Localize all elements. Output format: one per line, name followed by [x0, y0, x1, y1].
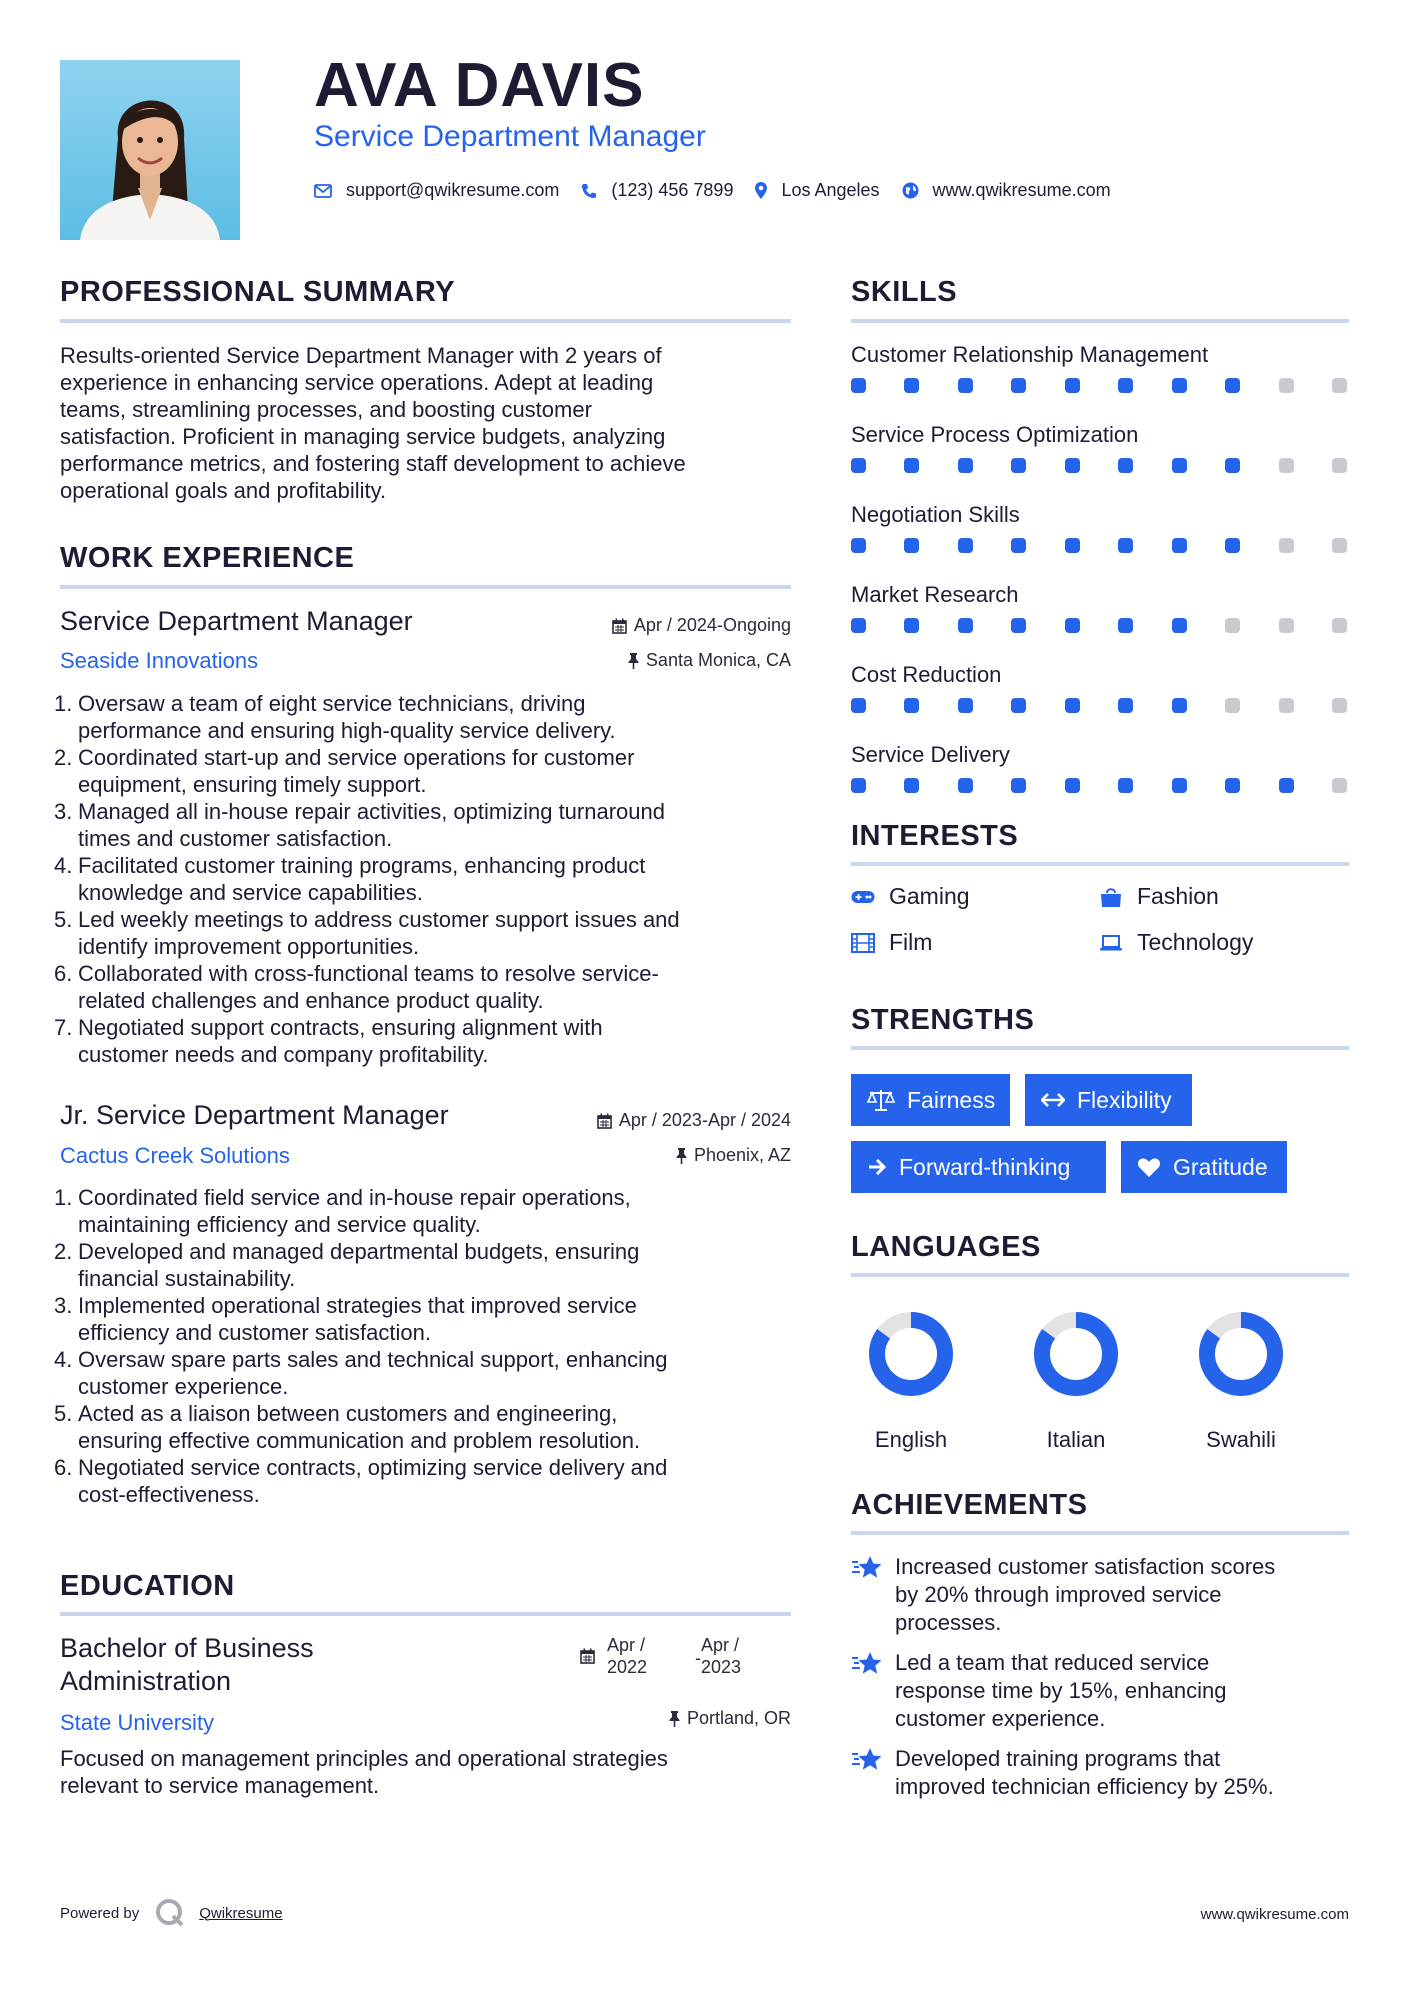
- rating-dot-filled: [1065, 698, 1080, 713]
- rating-dot-filled: [1011, 538, 1026, 553]
- rating-dot-filled: [1065, 618, 1080, 633]
- list-item: 5. Led weekly meetings to address customer support issues and identify improvement opportunities.: [54, 907, 680, 959]
- thumbtack-icon: [676, 1148, 687, 1164]
- strength-tag-forward-thinking: [851, 1141, 1106, 1193]
- interests-divider: [851, 862, 1349, 866]
- strengths-divider: [851, 1046, 1349, 1050]
- rating-dot-empty: [1279, 458, 1294, 473]
- job-duties-list: [54, 690, 800, 1068]
- summary-text: [60, 342, 800, 504]
- summary-line: satisfaction. Proficient in managing service budgets, analyzing: [60, 424, 666, 449]
- job-title: Jr. Service Department Manager: [60, 1100, 449, 1130]
- company-name[interactable]: Cactus Creek Solutions: [60, 1143, 290, 1168]
- education-location: [500, 1708, 791, 1729]
- rating-dot-filled: [1172, 378, 1187, 393]
- achievements-heading: ACHIEVEMENTS: [851, 1489, 1088, 1521]
- rating-dot-filled: [1172, 458, 1187, 473]
- company-name[interactable]: Seaside Innovations: [60, 648, 259, 673]
- language-item: [1016, 1304, 1136, 1453]
- rating-dot-filled: [1011, 778, 1026, 793]
- rating-dot-empty: [1332, 778, 1347, 793]
- rating-dot-empty: [1225, 618, 1240, 633]
- language-name: English: [874, 1427, 948, 1452]
- education-description: Focused on management principles and operational strategies relevant to service management.: [60, 1746, 668, 1798]
- rating-dot-filled: [958, 618, 973, 633]
- skill-name: Service Delivery: [851, 742, 1010, 767]
- strength-tag-fairness: [851, 1074, 1010, 1126]
- job-duties-list: [54, 1184, 800, 1508]
- candidate-name: AVA DAVIS: [314, 51, 645, 120]
- interest-item-technology: [1099, 929, 1253, 956]
- rating-dot-filled: [1011, 618, 1026, 633]
- rating-dot-filled: [1225, 458, 1240, 473]
- summary-divider: [60, 319, 791, 323]
- rating-dot-filled: [904, 618, 919, 633]
- rating-dot-filled: [1118, 538, 1133, 553]
- rating-dot-filled: [1172, 778, 1187, 793]
- list-item: 3. Managed all in-house repair activities, optimizing turnaround times and customer satisfaction.: [54, 799, 665, 851]
- job-location-text: Santa Monica, CA: [645, 650, 791, 670]
- job-location: [500, 1145, 791, 1166]
- achievement-item: Developed training programs that improved technician efficiency by 25%.: [851, 1745, 1349, 1801]
- skill-rating: [851, 538, 1347, 553]
- rating-dot-filled: [851, 378, 866, 393]
- arrow-right-icon: [867, 1158, 887, 1176]
- rating-dot-filled: [904, 698, 919, 713]
- rating-dot-filled: [851, 458, 866, 473]
- list-item: 5. Acted as a liaison between customers and engineering, ensuring effective communication and problem resolution.: [54, 1401, 641, 1453]
- candidate-role: Service Department Manager: [314, 120, 706, 153]
- rating-dot-filled: [958, 538, 973, 553]
- map-marker-icon: [755, 182, 767, 199]
- strengths-heading: STRENGTHS: [851, 1004, 1035, 1036]
- rating-dot-filled: [1225, 378, 1240, 393]
- rating-dot-filled: [1118, 778, 1133, 793]
- summary-line: operational goals and profitability.: [60, 478, 387, 503]
- rating-dot-filled: [1172, 618, 1187, 633]
- rating-dot-filled: [904, 378, 919, 393]
- skill-rating: [851, 378, 1347, 393]
- language-proficiency-donut: [851, 1304, 971, 1404]
- contact-phone[interactable]: (123) 456 7899: [611, 180, 734, 200]
- rating-dot-empty: [1279, 538, 1294, 553]
- language-proficiency-donut: [1181, 1304, 1301, 1404]
- education-location-text: Portland, OR: [686, 1708, 791, 1728]
- language-item: [851, 1304, 971, 1453]
- strength-label: Flexibility: [1077, 1086, 1172, 1113]
- list-item: 1. Coordinated field service and in-house repair operations, maintaining efficiency and service quality.: [54, 1185, 631, 1237]
- laptop-icon: [1099, 934, 1123, 952]
- summary-line: performance metrics, and fostering staff development to achieve: [60, 451, 686, 476]
- rating-dot-empty: [1279, 378, 1294, 393]
- star-icon: [851, 1553, 883, 1637]
- skill-rating: [851, 618, 1347, 633]
- job-date: [500, 615, 791, 636]
- job-title: Service Department Manager: [60, 606, 413, 636]
- interest-item-fashion: [1099, 883, 1219, 910]
- powered-by-label: Powered by: [60, 1904, 140, 1922]
- summary-line: experience in enhancing service operations. Adept at leading: [60, 370, 654, 395]
- skill-name: Cost Reduction: [851, 662, 1002, 687]
- interest-label: Gaming: [889, 883, 970, 909]
- rating-dot-filled: [1011, 378, 1026, 393]
- rating-dot-filled: [958, 378, 973, 393]
- list-item: 2. Developed and managed departmental budgets, ensuring financial sustainability.: [54, 1239, 640, 1291]
- bag-icon: [1099, 886, 1123, 908]
- language-name: Italian: [1046, 1427, 1106, 1452]
- list-item: 4. Oversaw spare parts sales and technical support, enhancing customer experience.: [54, 1347, 668, 1399]
- skill-name: Negotiation Skills: [851, 502, 1020, 527]
- skill-name: Service Process Optimization: [851, 422, 1139, 447]
- rating-dot-filled: [1172, 538, 1187, 553]
- gamepad-icon: [851, 889, 875, 905]
- skill-item: [851, 502, 1349, 553]
- rating-dot-empty: [1332, 378, 1347, 393]
- rating-dot-filled: [851, 618, 866, 633]
- rating-dot-filled: [1065, 778, 1080, 793]
- skill-name: Customer Relationship Management: [851, 342, 1209, 367]
- skill-item: [851, 662, 1349, 713]
- skill-item: [851, 742, 1349, 793]
- language-name: Swahili: [1206, 1427, 1276, 1452]
- achievement-item: Increased customer satisfaction scores by 20% through improved service processes.: [851, 1553, 1349, 1637]
- calendar-icon: [612, 618, 627, 634]
- thumbtack-icon: [628, 653, 639, 669]
- strength-tag-flexibility: [1025, 1074, 1192, 1126]
- rating-dot-filled: [904, 778, 919, 793]
- language-item: [1181, 1304, 1301, 1453]
- rating-dot-filled: [958, 778, 973, 793]
- rating-dot-empty: [1332, 538, 1347, 553]
- education-heading: EDUCATION: [60, 1570, 235, 1602]
- achievements-divider: [851, 1531, 1349, 1535]
- languages-divider: [851, 1273, 1349, 1277]
- rating-dot-filled: [1118, 458, 1133, 473]
- rating-dot-filled: [1279, 778, 1294, 793]
- summary-line: Results-oriented Service Department Manager with 2 years of: [60, 343, 662, 368]
- rating-dot-filled: [1172, 698, 1187, 713]
- contact-email[interactable]: support@qwikresume.com: [346, 180, 560, 200]
- rating-dot-empty: [1279, 698, 1294, 713]
- rating-dot-filled: [1065, 378, 1080, 393]
- strength-label: Forward-thinking: [899, 1153, 1071, 1180]
- contact-website[interactable]: www.qwikresume.com: [932, 180, 1111, 200]
- skill-item: [851, 582, 1349, 633]
- rating-dot-filled: [958, 698, 973, 713]
- rating-dot-filled: [1011, 458, 1026, 473]
- rating-dot-filled: [1011, 698, 1026, 713]
- footer-website[interactable]: www.qwikresume.com: [1200, 1906, 1349, 1923]
- experience-heading: WORK EXPERIENCE: [60, 542, 355, 574]
- experience-divider: [60, 585, 791, 589]
- heart-icon: [1137, 1157, 1161, 1178]
- job-location: [500, 650, 791, 671]
- interests-heading: INTERESTS: [851, 820, 1019, 852]
- strength-tag-gratitude: [1121, 1141, 1287, 1193]
- education-start-date: Apr / 2022: [607, 1635, 648, 1677]
- rating-dot-filled: [1225, 778, 1240, 793]
- rating-dot-filled: [851, 698, 866, 713]
- phone-icon: [581, 183, 597, 199]
- interest-item-film: [851, 929, 932, 956]
- thumbtack-icon: [669, 1711, 680, 1727]
- interest-item-gaming: [851, 883, 970, 910]
- arrows-horizontal-icon: [1041, 1093, 1065, 1107]
- interest-label: Film: [889, 929, 933, 955]
- rating-dot-filled: [1118, 698, 1133, 713]
- rating-dot-filled: [1065, 538, 1080, 553]
- language-proficiency-donut: [1016, 1304, 1136, 1404]
- contact-bar: [314, 180, 1133, 201]
- brand-link[interactable]: Qwikresume: [199, 1904, 283, 1922]
- rating-dot-filled: [1065, 458, 1080, 473]
- rating-dot-filled: [904, 458, 919, 473]
- contact-location: Los Angeles: [781, 180, 880, 200]
- degree-title: Bachelor of Business Administration: [60, 1633, 314, 1696]
- avatar-illustration: [60, 60, 240, 240]
- footer-branding: [60, 1898, 283, 1928]
- qwikresume-logo-icon: [155, 1898, 185, 1928]
- achievements-list: [851, 1553, 1349, 1801]
- calendar-icon: [597, 1113, 612, 1129]
- interest-label: Technology: [1137, 929, 1254, 955]
- summary-line: teams, streamlining processes, and boosting customer: [60, 397, 592, 422]
- skill-rating: [851, 778, 1347, 793]
- rating-dot-empty: [1279, 618, 1294, 633]
- job-date-text: Apr / 2024-Ongoing: [633, 615, 791, 635]
- rating-dot-filled: [958, 458, 973, 473]
- rating-dot-empty: [1332, 618, 1347, 633]
- globe-icon: [902, 182, 919, 199]
- star-icon: [851, 1649, 883, 1733]
- rating-dot-filled: [851, 778, 866, 793]
- skill-item: [851, 342, 1349, 393]
- rating-dot-filled: [1118, 378, 1133, 393]
- rating-dot-filled: [1225, 538, 1240, 553]
- strength-label: Gratitude: [1173, 1153, 1268, 1180]
- job-date: [500, 1110, 791, 1131]
- skill-rating: [851, 698, 1347, 713]
- list-item: 7. Negotiated support contracts, ensuring alignment with customer needs and company profitability.: [54, 1015, 603, 1067]
- languages-list: [851, 1304, 1349, 1454]
- balance-scale-icon: [867, 1088, 895, 1112]
- job-location-text: Phoenix, AZ: [693, 1145, 791, 1165]
- rating-dot-empty: [1332, 458, 1347, 473]
- list-item: 1. Oversaw a team of eight service technicians, driving performance and ensuring high-quality service delivery.: [54, 691, 616, 743]
- strength-label: Fairness: [907, 1086, 996, 1113]
- job-date-text: Apr / 2023-Apr / 2024: [618, 1110, 791, 1130]
- skill-item: [851, 422, 1349, 473]
- skill-rating: [851, 458, 1347, 473]
- achievement-item: Led a team that reduced service response time by 15%, enhancing customer experience.: [851, 1649, 1349, 1733]
- rating-dot-filled: [904, 538, 919, 553]
- languages-heading: LANGUAGES: [851, 1231, 1041, 1263]
- list-item: 4. Facilitated customer training programs, enhancing product knowledge and service capabilities.: [54, 853, 646, 905]
- skills-divider: [851, 319, 1349, 323]
- summary-heading: PROFESSIONAL SUMMARY: [60, 276, 456, 308]
- date-separator: -: [695, 1648, 701, 1668]
- skill-name: Market Research: [851, 582, 1019, 607]
- film-icon: [851, 933, 875, 953]
- education-divider: [60, 1612, 791, 1616]
- rating-dot-empty: [1332, 698, 1347, 713]
- rating-dot-filled: [851, 538, 866, 553]
- profile-photo: [60, 60, 240, 240]
- list-item: 6. Collaborated with cross-functional teams to resolve service- related challenges and enhance product quality.: [54, 961, 659, 1013]
- envelope-icon: [314, 184, 332, 198]
- rating-dot-filled: [1118, 618, 1133, 633]
- star-icon: [851, 1745, 883, 1801]
- list-item: 3. Implemented operational strategies that improved service efficiency and customer satisfaction.: [54, 1293, 637, 1345]
- skills-heading: SKILLS: [851, 276, 958, 308]
- list-item: 6. Negotiated service contracts, optimizing service delivery and cost-effectiveness.: [54, 1455, 668, 1507]
- list-item: 2. Coordinated start-up and service operations for customer equipment, ensuring timely support.: [54, 745, 635, 797]
- school-name[interactable]: State University: [60, 1710, 215, 1735]
- rating-dot-empty: [1225, 698, 1240, 713]
- education-end-date: Apr / 2023: [701, 1635, 742, 1677]
- skills-list: [851, 342, 1349, 793]
- calendar-icon: [580, 1648, 595, 1669]
- interest-label: Fashion: [1137, 883, 1219, 909]
